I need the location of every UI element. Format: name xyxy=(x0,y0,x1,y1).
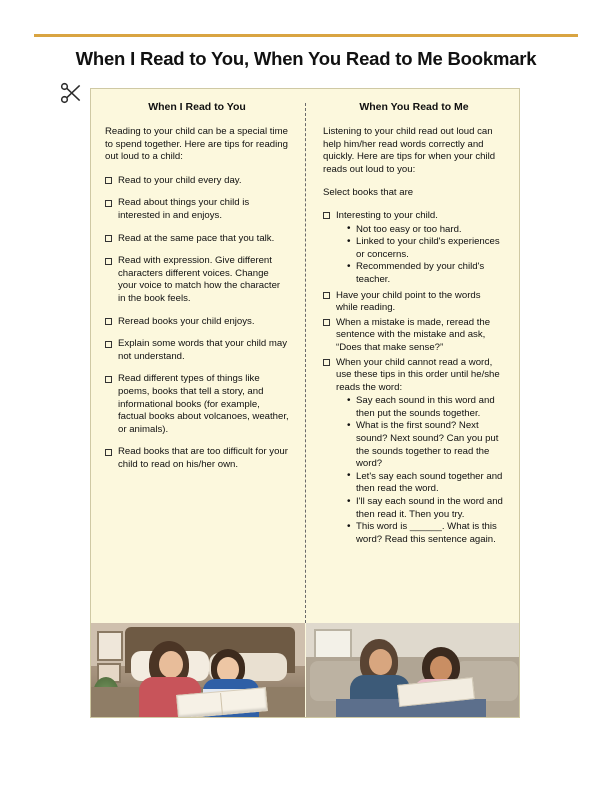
scissors-icon xyxy=(58,80,84,106)
list-item-text: Read with expression. Give different characters different voices. Change your voice to match how the character in the book feels. xyxy=(118,255,281,304)
list-item xyxy=(105,255,289,305)
list-item-text: When a mistake is made, reread the sentence with the mistake and ask, “Does that make sense?” xyxy=(336,316,491,353)
list-item xyxy=(105,175,289,188)
list-item-text: When your child cannot read a word, use these tips in this order until he/she reads the word: xyxy=(336,356,500,393)
checkbox-icon xyxy=(105,177,112,184)
list-item-text: Read at the same pace that you talk. xyxy=(118,232,275,244)
checkbox-icon xyxy=(105,341,112,348)
checkbox-icon xyxy=(105,376,112,383)
sub-list-item: • What is the first sound? Next sound? Next sound? Can you put the sounds together to read the word? xyxy=(347,420,505,470)
sub-list-item: • Linked to your child's experiences or concerns. xyxy=(347,236,505,261)
right-column-lead-in: Select books that are xyxy=(323,187,414,199)
sub-list-item: • Let's say each sound together and then read the word. xyxy=(347,471,505,496)
list-item xyxy=(323,210,505,287)
bookmark-card xyxy=(90,88,520,718)
list-item xyxy=(323,317,505,355)
sub-list xyxy=(336,395,505,546)
list-item-text: Interesting to your child. xyxy=(336,209,438,221)
left-column-checklist xyxy=(105,175,289,472)
left-column-heading: When I Read to You xyxy=(148,101,246,113)
bookmark-columns xyxy=(91,89,519,625)
list-item-text: Read about things your child is interested in and enjoys. xyxy=(118,197,250,221)
checkbox-icon xyxy=(323,319,330,326)
sub-list-item: • This word is ______. What is this word? Read this sentence again. xyxy=(347,521,505,546)
page-title: When I Read to You, When You Read to Me Bookmark xyxy=(75,48,537,69)
photo-mother-and-girl-reading xyxy=(306,623,520,717)
list-item xyxy=(105,197,289,222)
column-when-i-read-to-you xyxy=(91,89,305,625)
right-column-checklist xyxy=(323,210,505,546)
left-column-intro: Reading to your child can be a special time to spend together. Here are tips for reading out loud to a child: xyxy=(105,126,288,163)
list-item xyxy=(105,446,289,471)
right-column-heading: When You Read to Me xyxy=(359,101,469,113)
cut-line-divider xyxy=(305,103,306,623)
list-item xyxy=(105,316,289,329)
list-item xyxy=(105,373,289,436)
list-item-text: Read different types of things like poems, books that tell a story, and informational books (for example, factual books about volcanoes, weather, or animals). xyxy=(118,373,289,435)
checkbox-icon xyxy=(323,292,330,299)
checkbox-icon xyxy=(105,449,112,456)
list-item-text: Explain some words that your child may not understand. xyxy=(118,338,288,362)
sub-list xyxy=(336,224,505,287)
checkbox-icon xyxy=(105,200,112,207)
checkbox-icon xyxy=(105,235,112,242)
checkbox-icon xyxy=(105,258,112,265)
sub-list-item: • Not too easy or too hard. xyxy=(347,224,505,237)
checkbox-icon xyxy=(323,359,330,366)
list-item-text: Read to your child every day. xyxy=(118,174,242,186)
list-item-text: Have your child point to the words while reading. xyxy=(336,289,481,314)
list-item xyxy=(105,233,289,246)
list-item xyxy=(323,290,505,315)
photo-strip xyxy=(91,623,519,717)
header-rule xyxy=(34,34,578,37)
photo-mother-and-boy-reading xyxy=(91,623,306,717)
list-item-text: Reread books your child enjoys. xyxy=(118,315,255,327)
sub-list-item: • I'll say each sound in the word and then read it. Then you try. xyxy=(347,496,505,521)
list-item xyxy=(105,338,289,363)
column-when-you-read-to-me xyxy=(305,89,519,625)
list-item-text: Read books that are too difficult for your child to read on his/her own. xyxy=(118,446,288,470)
sub-list-item: • Say each sound in this word and then put the sounds together. xyxy=(347,395,505,420)
checkbox-icon xyxy=(105,318,112,325)
right-column-intro: Listening to your child read out loud can help him/her read words correctly and quickly. Here are tips for when your child reads out loud to you: xyxy=(323,126,496,175)
sub-list-item: • Recommended by your child's teacher. xyxy=(347,261,505,286)
checkbox-icon xyxy=(323,212,330,219)
list-item xyxy=(323,357,505,547)
